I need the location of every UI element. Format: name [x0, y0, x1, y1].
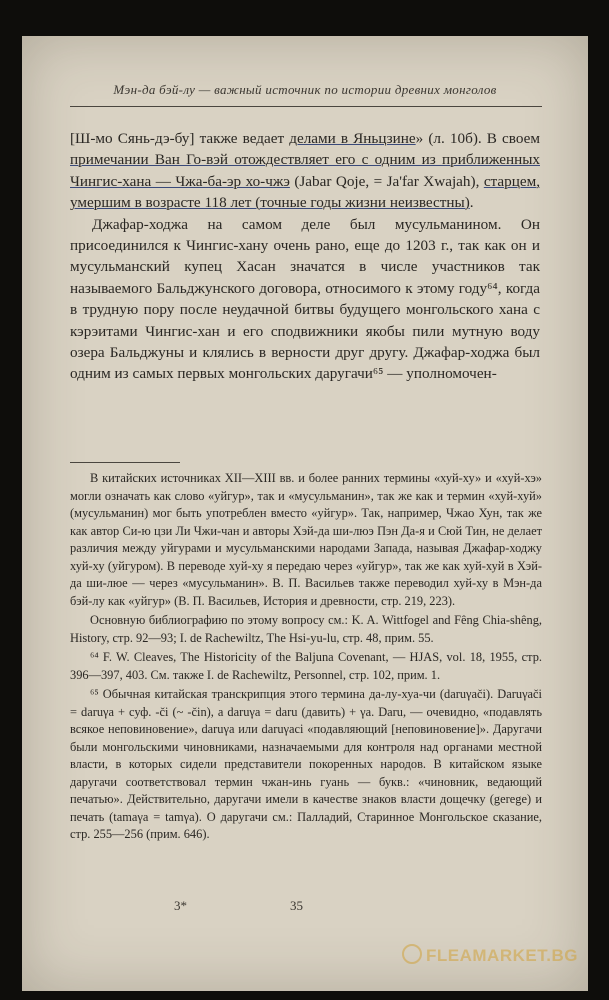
footnote-rule: [70, 462, 180, 463]
footnote-65: ⁶⁵ Обычная китайская транскрипция этого термина да-лу-хуа-чи (daruγači). Daruγači = daruγa + суф. -či (~ -čin), a daruγa = daru (давить) + γa. Daru, — очевидно, «подавлять всякое неповиновение», daruγa или daruγaci «подавляющий [неповиновение]». Даругачи были монгольскими чиновниками, назначаемыми для контроля над органами местной власти, в которых сидели представители покоренных народов. В китайском языке даругачи соответствовал термин чжан-инь гуань — букв.: «чиновник, ведающий печатью». Действительно, даругачи имели в качестве знаков власти дощечку (gerege) и печать (tamaγa = tamγa). О даругачи см.: Палладий, Старинное Монгольское сказание, стр. 255—256 (прим. 646).: [70, 687, 542, 841]
p1-underlined-c: старцем, умершим в возрасте 118 лет (точные годы жизни неизвестны): [70, 172, 540, 212]
footnote-64: ⁶⁴ F. W. Cleaves, The Historicity of the Baljuna Covenant, — HJAS, vol. 18, 1955, стр. 396—397, 403. См. также I. de Rachewiltz, Personnel, стр. 102, прим. 1.: [70, 650, 542, 682]
watermark: [402, 944, 578, 966]
paragraph-2: Джафар-ходжа на самом деле был мусульманином. Он присоединился к Чингис-хану очень рано, еще до 1203 г., так как он и мусульманский купец Хасан значатся в числе участников так называемого Бальджунского договора, относимого к этому году⁶⁴, когда в трудную пору после неудачной битвы будущего монгольского хана с кэрэитами Чингис-хан и его сподвижники якобы пили мутную воду озера Бальджуны и клялись в верности друг другу. Джафар-ходжа был одним из самых первых монгольских даругачи⁶⁵ — уполномочен-: [70, 215, 540, 383]
signature-mark: 3*: [174, 898, 187, 913]
header-rule: [70, 106, 542, 107]
watermark-text: FLEAMARKET.BG: [426, 946, 578, 965]
watermark-logo-icon: [402, 944, 422, 964]
p1-part-g: .: [469, 194, 474, 212]
main-text: [70, 128, 540, 385]
footnotes: [70, 470, 542, 846]
p1-underlined-b: примечании Ван Го-вэй отождествляет его с одним из приближенных Чингис-хана — Чжа-ба-эр хо-чжэ: [70, 151, 540, 190]
running-head: Мэн-да бэй-лу — важный источник по истории древних монголов: [113, 82, 497, 97]
page-number: 35: [290, 898, 303, 913]
footnote-2: Основную библиографию по этому вопросу см.: K. A. Wittfogel and Fêng Chia-shêng, History, стр. 92—93; I. de Rachewiltz, The Hsi-yu-lu, стр. 48, прим. 55.: [70, 613, 542, 645]
p1-part-a: [Ш-мо Сянь-дэ-бу] также ведает: [70, 130, 290, 147]
paragraph-1: [70, 128, 540, 214]
book-page: [22, 36, 588, 991]
p1-underlined-a: делами в Яньцзине: [289, 130, 416, 147]
p1-part-c: » (л. 10б). В своем: [415, 130, 540, 147]
p1-part-e: (Jabar Qoje, = Ja'far Xwajah),: [289, 172, 484, 190]
footnote-1: В китайских источниках XII—XIII вв. и более ранних термины «хуй-ху» и «хуй-хэ» могли означать как слово «уйгур», так и «мусульманин», так же как и термин «хуй-хуй» (мусульманин) мог быть употреблен вместо «уйгур». Так, например, Чжао Хун, так же как автор Си-ю цзи Ли Чжи-чан и авторы Хэй-да ши-люэ Пэн Да-я и Сюй Тин, не делает различия между уйгурами и мусульманскими народами Запада, называя Джафар-ходжу хуй-ху (уйгуром). В переводе хуй-ху я передаю через «уйгур», так же как хуй-хуй в Хэй-да ши-люе — через «мусульманин». В. П. Васильев также переводил хуй-ху в Мэн-да бэй-лу как «уйгур» (В. П. Васильев, История и древности, стр. 219, 223).: [70, 471, 542, 608]
